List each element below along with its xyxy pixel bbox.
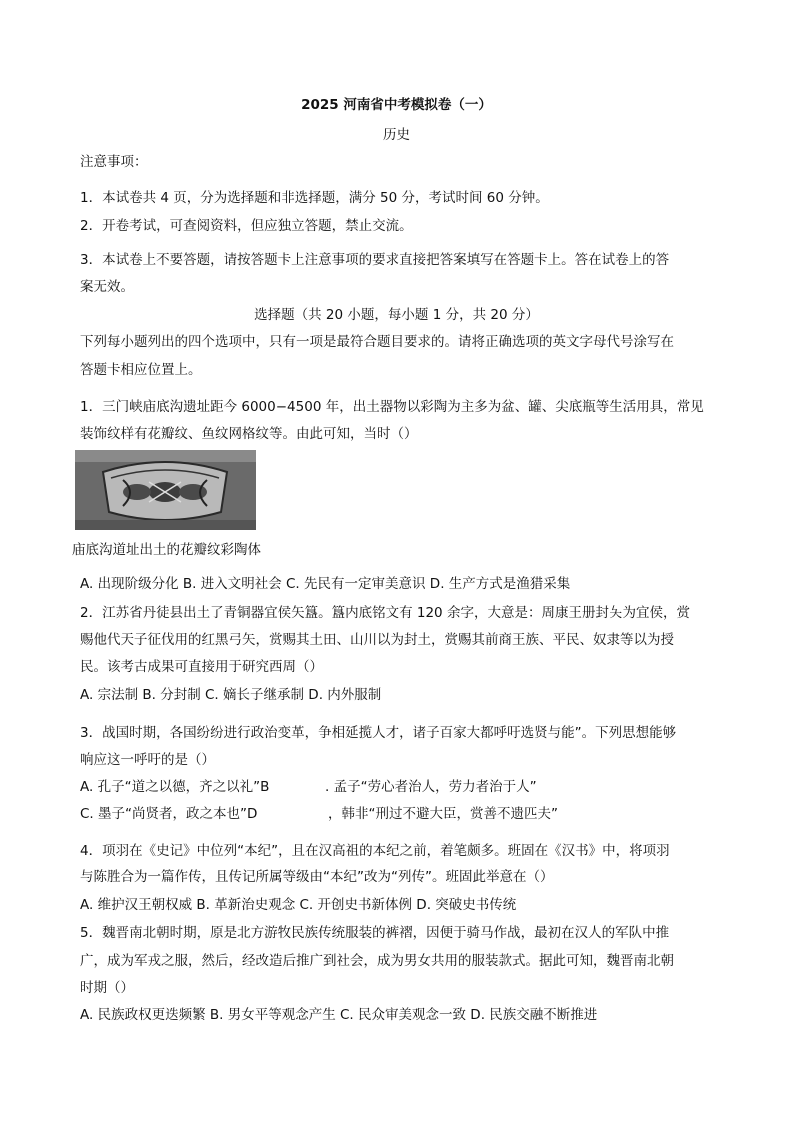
painted-pottery-photo [75, 450, 256, 530]
q1-line-1: 1．三门峡庙底沟遗址距今 6000−4500 年，出土器物以彩陶为主多为盆、罐、尖底瓶等生活用具，常见 [80, 399, 704, 415]
exam-title: 2025 河南省中考模拟卷（一） [301, 97, 492, 113]
q4-line-1: 4．项羽在《史记》中位列“本纪”，且在汉高祖的本纪之前，着笔颇多。班固在《汉书》中，将项羽 [80, 843, 670, 859]
notice-item-3-line-1: 3．本试卷上不要答题，请按答题卡上注意事项的要求直接把答案填写在答题卡上。答在试卷上的答 [80, 252, 670, 268]
q2-options: A. 宗法制 B. 分封制 C. 嫡长子继承制 D. 内外服制 [80, 687, 382, 703]
q3-option-d: ，韩非“刑过不避大臣，赏善不遗匹夫” [328, 806, 558, 822]
q5-line-3: 时期（） [80, 980, 134, 996]
notice-item-3-line-2: 案无效。 [80, 279, 134, 295]
q2-line-3: 民。该考古成果可直接用于研究西周（） [80, 659, 323, 675]
section-instruction-line-1: 下列每小题列出的四个选项中，只有一项是最符合题目要求的。请将正确选项的英文字母代号涂写在 [80, 334, 674, 350]
section-instruction-line-2: 答题卡相应位置上。 [80, 362, 202, 378]
q1-line-2: 装饰纹样有花瓣纹、鱼纹网格纹等。由此可知，当时（） [80, 426, 418, 442]
q5-options: A. 民族政权更迭频繁 B. 男女平等观念产生 C. 民众审美观念一致 D. 民族交融不断推进 [80, 1007, 598, 1023]
q4-options: A. 维护汉王朝权威 B. 革新治史观念 C. 开创史书新体例 D. 突破史书传统 [80, 897, 517, 913]
q3-line-1: 3．战国时期，各国纷纷进行政治变革，争相延揽人才，诸子百家大都呼吁选贤与能”。下列思想能够 [80, 725, 677, 741]
q3-option-c: C. 墨子“尚贤者，政之本也”D [80, 806, 258, 822]
q3-option-b: . 孟子“劳心者治人，劳力者治于人” [325, 779, 537, 795]
q3-line-2: 响应这一呼吁的是（） [80, 752, 215, 768]
q2-line-2: 赐他代天子征伐用的红黑弓矢，赏赐其土田、山川以为封土，赏赐其前商王族、平民、奴隶等以为授 [80, 632, 674, 648]
section-title: 选择题（共 20 小题，每小题 1 分，共 20 分） [254, 307, 539, 323]
q2-line-1: 2．江苏省丹徒县出土了青铜器宜侯矢簋。簋内底铭文有 120 余字，大意是：周康王册封夨为宜侯，赏 [80, 605, 690, 621]
q4-line-2: 与陈胜合为一篇作传，且传记所属等级由“本纪”改为“列传”。班固此举意在（） [80, 869, 554, 885]
subject-title: 历史 [383, 127, 410, 143]
notice-item-2: 2．开卷考试，可查阅资料，但应独立答题，禁止交流。 [80, 218, 413, 234]
figure-caption: 庙底沟道址出土的花瓣纹彩陶体 [72, 542, 261, 558]
q1-options: A. 出现阶级分化 B. 进入文明社会 C. 先民有一定审美意识 D. 生产方式是渔猎采集 [80, 576, 571, 592]
q3-option-a: A. 孔子“道之以德，齐之以礼”B [80, 779, 270, 795]
q5-line-1: 5．魏晋南北朝时期，原是北方游牧民族传统服装的裤褶，因便于骑马作战，最初在汉人的军队中推 [80, 925, 670, 941]
pottery-illustration [75, 450, 256, 530]
notice-heading: 注意事项： [80, 154, 148, 170]
q5-line-2: 广，成为军戎之服，然后，经改造后推广到社会，成为男女共用的服装款式。据此可知，魏晋南北朝 [80, 953, 674, 969]
notice-item-1: 1．本试卷共 4 页，分为选择题和非选择题，满分 50 分，考试时间 60 分钟。 [80, 190, 549, 206]
